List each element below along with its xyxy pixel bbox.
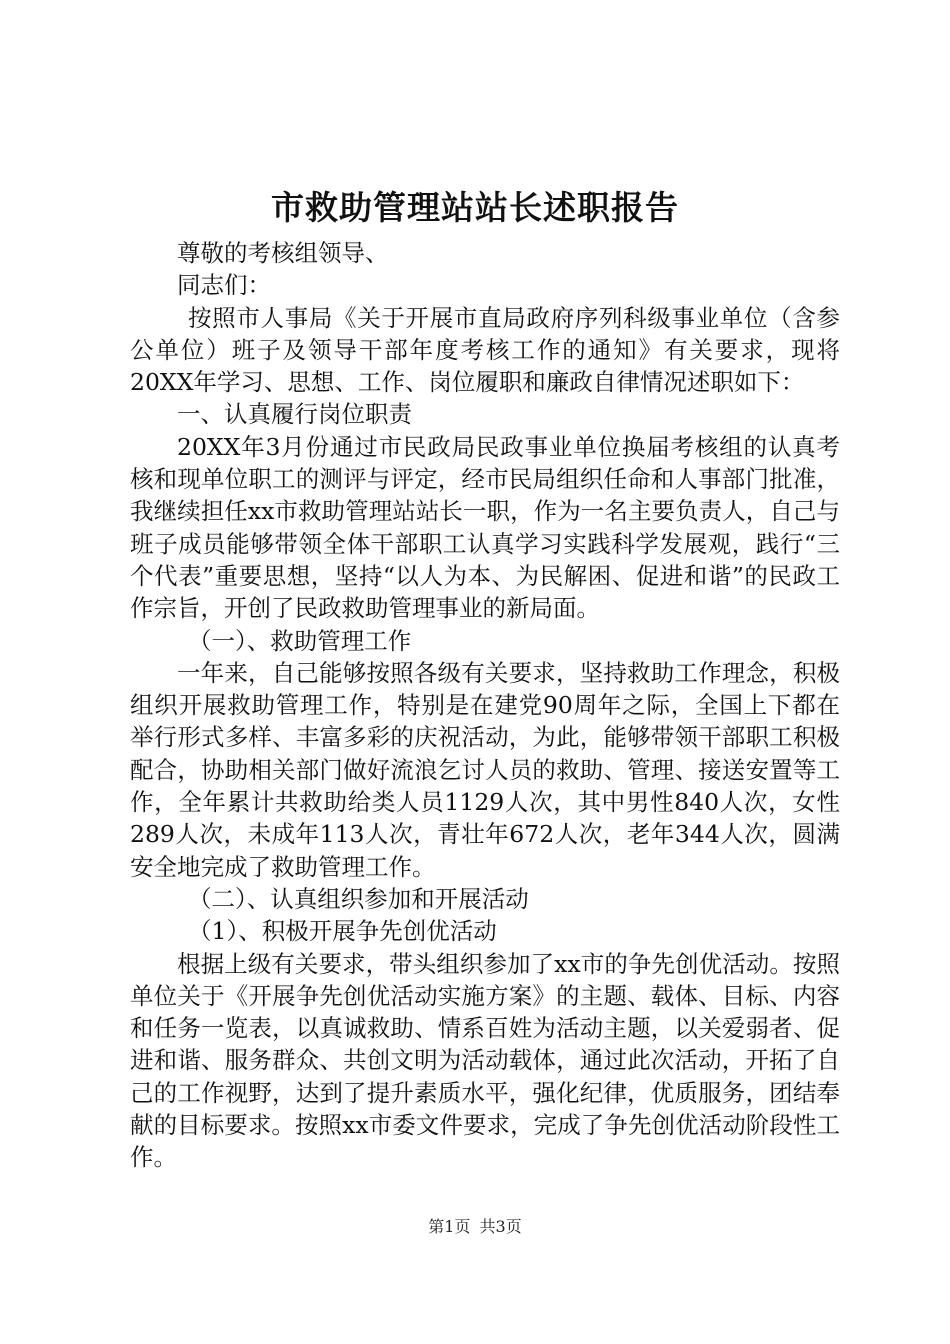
- subsection-heading-1: （一）、救助管理工作: [188, 626, 412, 655]
- body-paragraph: 20XX年3月份通过市民政局民政事业单位换届考核组的认真考核和现单位职工的测评与评定，经市民局组织任命和人事部门批准，我继续担任xx市救助管理站站长一职，作为一名主要负责人，自己与班子成员能够带领全体干部职工认真学习实践科学发展观，践行“三个代表”重要思想，坚持“以人为本、为民解困、促进和谐”的民政工作宗旨，开创了民政救助管理事业的新局面。: [130, 432, 840, 623]
- page-footer: [0, 1215, 950, 1239]
- intro-paragraph: 按照市人事局《关于开展市直局政府序列科级事业单位（含参公单位）班子及领导干部年度考核工作的通知》有关要求，现将20XX年学习、思想、工作、岗位履职和廉政自律情况述职如下：: [130, 303, 840, 397]
- body-paragraph: 根据上级有关要求，带头组织参加了xx市的争先创优活动。按照单位关于《开展争先创优活动实施方案》的主题、载体、目标、内容和任务一览表，以真诚救助、情系百姓为活动主题，以关爱弱者、促进和谐、服务群众、共创文明为活动载体，通过此次活动，开拓了自己的工作视野，达到了提升素质水平，强化纪律，优质服务，团结奉献的目标要求。按照xx市委文件要求，完成了争先创优活动阶段性工作。: [130, 949, 840, 1172]
- body-paragraph: 一年来，自己能够按照各级有关要求，坚持救助工作理念，积极组织开展救助管理工作，特别是在建党90周年之际，全国上下都在举行形式多样、丰富多彩的庆祝活动，为此，能够带领干部职工积极配合，协助相关部门做好流浪乞讨人员的救助、管理、接送安置等工作，全年累计共救助给类人员1129人次，其中男性840人次，女性289人次，未成年113人次，青壮年672人次，老年344人次，圆满安全地完成了救助管理工作。: [130, 658, 840, 881]
- item-heading-1: （1）、积极开展争先创优活动: [188, 917, 497, 946]
- salutation-line-1: 尊敬的考核组领导、: [177, 239, 389, 267]
- document-body: [130, 237, 840, 1174]
- document-title: 市救助管理站站长述职报告: [271, 188, 679, 227]
- page-number: 第1页: [428, 1217, 471, 1236]
- section-heading-1: 一、认真履行岗位职责: [177, 400, 412, 429]
- page-total: 共3页: [479, 1217, 522, 1236]
- salutation-line-2: 同志们：: [177, 271, 271, 300]
- subsection-heading-2: （二）、认真组织参加和开展活动: [188, 884, 529, 913]
